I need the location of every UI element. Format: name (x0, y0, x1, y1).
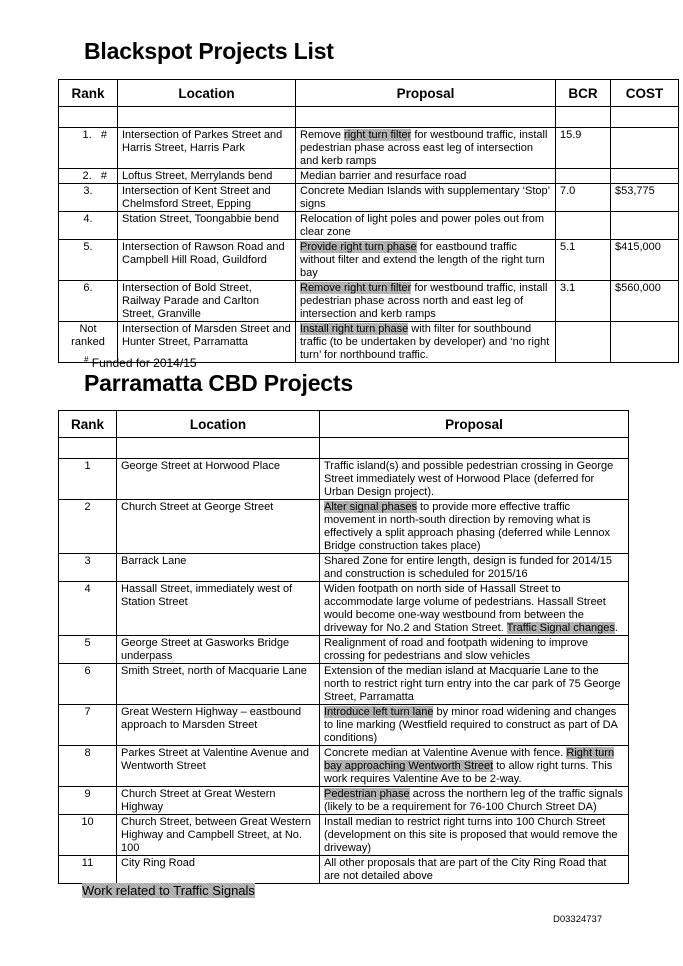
funding-footnote (84, 355, 197, 370)
location-cell: Great Western Highway – eastbound approach to Marsden Street (117, 705, 320, 746)
proposal-cell: Provide right turn phase for eastbound traffic without filter and extend the length of the right turn bay (296, 240, 556, 281)
table-row (59, 746, 629, 787)
table-row (59, 787, 629, 815)
location-cell: Smith Street, north of Macquarie Lane (117, 664, 320, 705)
rank-header: Rank (59, 411, 117, 438)
cost-cell: $415,000 (611, 240, 679, 281)
table-row (59, 856, 629, 884)
location-cell: Station Street, Toongabbie bend (118, 212, 296, 240)
rank-cell: 9 (59, 787, 117, 815)
rank-cell: 4 (59, 582, 117, 636)
proposal-cell: Relocation of light poles and power poles out from clear zone (296, 212, 556, 240)
proposal-cell: Remove right turn filter for westbound traffic, install pedestrian phase across east leg of intersection and kerb ramps (296, 128, 556, 169)
cost-cell (611, 322, 679, 363)
location-cell: City Ring Road (117, 856, 320, 884)
location-cell: Church Street, between Great Western Highway and Campbell Street, at No. 100 (117, 815, 320, 856)
cost-header: COST (611, 80, 679, 107)
document-id: D03324737 (553, 914, 603, 925)
rank-cell: 6 (59, 664, 117, 705)
table-row (59, 554, 629, 582)
proposal-cell: Realignment of road and footpath widening to improve crossing for pedestrians and slow vehicles (320, 636, 629, 664)
proposal-cell: Traffic island(s) and possible pedestrian crossing in George Street immediately west of Horwood Place (deferred for Urban Design project). (320, 459, 629, 500)
table-row (59, 184, 679, 212)
table-row (59, 815, 629, 856)
cbd-title: Parramatta CBD Projects (84, 370, 353, 396)
proposal-header: Proposal (296, 80, 556, 107)
proposal-cell: All other proposals that are part of the City Ring Road that are not detailed above (320, 856, 629, 884)
cost-cell: $53,775 (611, 184, 679, 212)
blackspot-title: Blackspot Projects List (84, 38, 334, 64)
location-cell: Intersection of Kent Street and Chelmsford Street, Epping (118, 184, 296, 212)
table-row (59, 128, 679, 169)
footnote-text: Funded for 2014/15 (88, 356, 197, 370)
bcr-cell: 15.9 (556, 128, 611, 169)
cost-cell: $560,000 (611, 281, 679, 322)
table-row (59, 459, 629, 500)
proposal-cell: Remove right turn filter for westbound traffic, install pedestrian phase across north and east leg of intersection and kerb ramps (296, 281, 556, 322)
rank-cell: 1 (59, 459, 117, 500)
proposal-cell: Alter signal phases to provide more effective traffic movement in north-south direction by removing what is effectively a split approach phasing (deferred while Lennox Bridge construction takes place) (320, 500, 629, 554)
table-row (59, 582, 629, 636)
rank-cell: Not ranked (59, 322, 118, 363)
location-cell: Parkes Street at Valentine Avenue and Wentworth Street (117, 746, 320, 787)
table-row (59, 212, 679, 240)
cost-cell (611, 212, 679, 240)
bcr-cell: 3.1 (556, 281, 611, 322)
rank-cell: 3. (59, 184, 118, 212)
proposal-cell: Pedestrian phase across the northern leg of the traffic signals (likely to be a requirement for 76-100 Church Street DA) (320, 787, 629, 815)
table-row (59, 500, 629, 554)
proposal-cell: Shared Zone for entire length, design is funded for 2014/15 and construction is scheduled for 2015/16 (320, 554, 629, 582)
table-row (59, 240, 679, 281)
rank-cell: 7 (59, 705, 117, 746)
table-row (59, 169, 679, 184)
rank-cell: 3 (59, 554, 117, 582)
location-cell: Church Street at George Street (117, 500, 320, 554)
location-cell: Hassall Street, immediately west of Station Street (117, 582, 320, 636)
cbd-table (58, 410, 629, 884)
legend-label: Work related to Traffic Signals (82, 883, 255, 898)
rank-cell: 10 (59, 815, 117, 856)
location-cell: George Street at Gasworks Bridge underpass (117, 636, 320, 664)
location-cell: Church Street at Great Western Highway (117, 787, 320, 815)
rank-cell: 5 (59, 636, 117, 664)
bcr-cell (556, 322, 611, 363)
rank-cell: 2 (59, 500, 117, 554)
location-header: Location (117, 411, 320, 438)
location-cell: Intersection of Rawson Road and Campbell Hill Road, Guildford (118, 240, 296, 281)
location-header: Location (118, 80, 296, 107)
location-cell: Intersection of Bold Street, Railway Parade and Carlton Street, Granville (118, 281, 296, 322)
table-row (59, 664, 629, 705)
proposal-cell: Widen footpath on north side of Hassall Street to accommodate large volume of pedestrians. Hassall Street would become one-way westbound from between the driveway for No.2 and Station Street. Traffic Signal changes. (320, 582, 629, 636)
proposal-cell: Install median to restrict right turns into 100 Church Street (development on this site is proposed that would remove the driveway) (320, 815, 629, 856)
location-cell: Intersection of Parkes Street and Harris Street, Harris Park (118, 128, 296, 169)
rank-cell: 4. (59, 212, 118, 240)
location-cell: Intersection of Marsden Street and Hunter Street, Parramatta (118, 322, 296, 363)
rank-cell: 6. (59, 281, 118, 322)
table-row (59, 281, 679, 322)
rank-cell: 5. (59, 240, 118, 281)
location-cell: George Street at Horwood Place (117, 459, 320, 500)
bcr-cell: 5.1 (556, 240, 611, 281)
location-cell: Barrack Lane (117, 554, 320, 582)
blackspot-table (58, 79, 679, 363)
table-header-row (59, 80, 679, 107)
rank-cell: 2. # (59, 169, 118, 184)
rank-header: Rank (59, 80, 118, 107)
table-row (59, 636, 629, 664)
proposal-header: Proposal (320, 411, 629, 438)
bcr-cell (556, 169, 611, 184)
location-cell: Loftus Street, Merrylands bend (118, 169, 296, 184)
cost-cell (611, 128, 679, 169)
traffic-signals-legend (82, 883, 255, 898)
table-header-row (59, 411, 629, 438)
bcr-header: BCR (556, 80, 611, 107)
rank-cell: 1. # (59, 128, 118, 169)
bcr-cell (556, 212, 611, 240)
spacer-row (59, 107, 679, 128)
table-row (59, 705, 629, 746)
rank-cell: 11 (59, 856, 117, 884)
proposal-cell: Introduce left turn lane by minor road widening and changes to line marking (Westfield required to construct as part of DA conditions) (320, 705, 629, 746)
proposal-cell: Extension of the median island at Macquarie Lane to the north to restrict right turn entry into the car park of 75 George Street, Parramatta (320, 664, 629, 705)
bcr-cell: 7.0 (556, 184, 611, 212)
proposal-cell: Install right turn phase with filter for southbound traffic (to be undertaken by developer) and ‘no right turn’ for northbound traffic. (296, 322, 556, 363)
spacer-row (59, 438, 629, 459)
footnote-mark: # (84, 355, 89, 364)
proposal-cell: Concrete Median Islands with supplementary ‘Stop’ signs (296, 184, 556, 212)
proposal-cell: Median barrier and resurface road (296, 169, 556, 184)
proposal-cell: Concrete median at Valentine Avenue with fence. Right turn bay approaching Wentworth Street to allow right turns. This work requires Valentine Ave to be 2-way. (320, 746, 629, 787)
cost-cell (611, 169, 679, 184)
rank-cell: 8 (59, 746, 117, 787)
